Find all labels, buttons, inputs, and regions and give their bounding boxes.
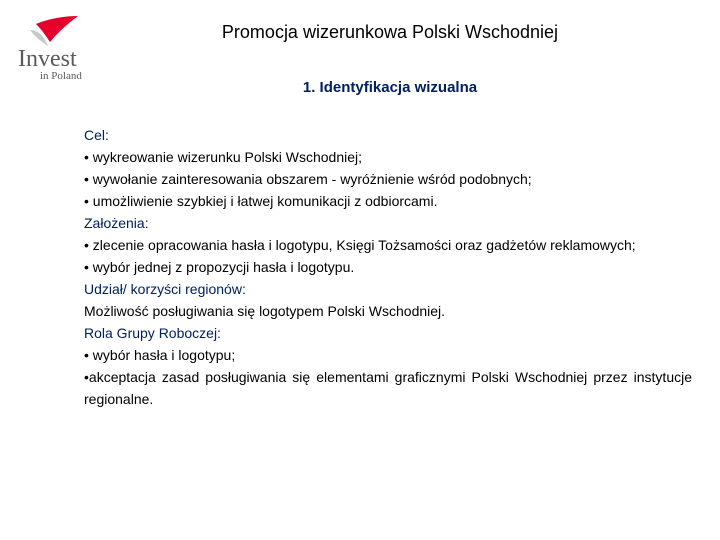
goal-item: • wykreowanie wizerunku Polski Wschodniej; [84,149,363,165]
group-item: • wybór hasła i logotypu; [84,347,236,363]
logo-word: Invest [18,46,77,72]
goal-item: • wywołanie zainteresowania obszarem - wyróżnienie wśród podobnych; [84,171,532,187]
group-heading: Rola Grupy Roboczej: [84,325,221,341]
regions-heading: Udział/ korzyści regionów: [84,281,246,297]
regions-item: Możliwość posługiwania się logotypem Polski Wschodniej. [84,303,446,319]
content-body [84,124,692,410]
assumptions-heading: Założenia: [84,215,149,231]
assumptions-item: • wybór jednej z propozycji hasła i logotypu. [84,259,355,275]
goal-heading: Cel: [84,127,109,143]
logo-tagline: in Poland [40,70,82,82]
goal-item: • umożliwienie szybkiej i łatwej komunikacji z odbiorcami. [84,193,438,209]
group-item: •akceptacja zasad posługiwania się elementami graficznymi Polski Wschodniej przez instytucje regionalne. [84,369,692,407]
assumptions-item: • zlecenie opracowania hasła i logotypu, Księgi Tożsamości oraz gadżetów reklamowych; [84,237,636,253]
page-title: Promocja wizerunkowa Polski Wschodniej [221,22,559,42]
section-subtitle: 1. Identyfikacja wizualna [302,79,478,96]
